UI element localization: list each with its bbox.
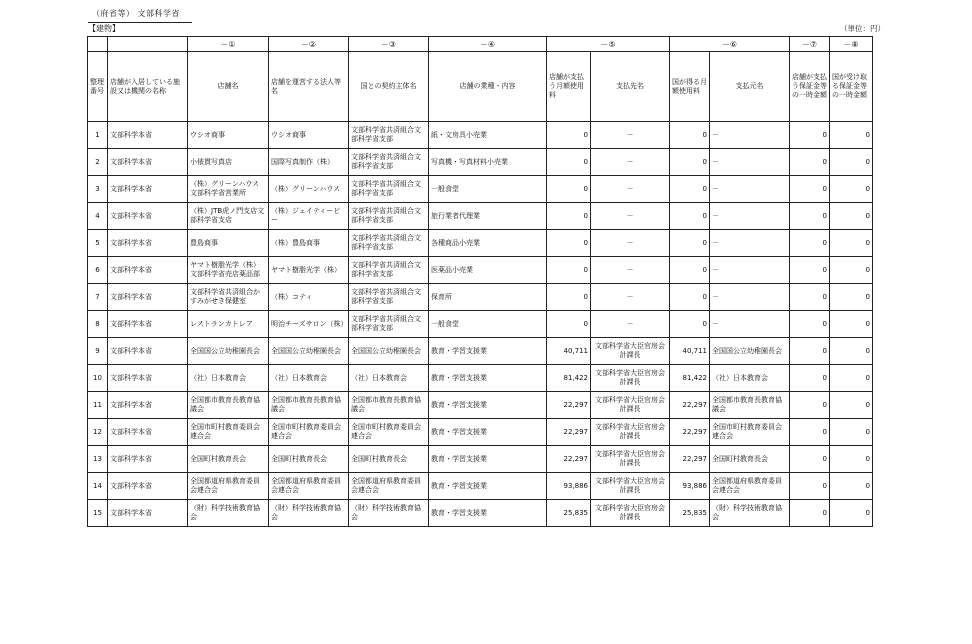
cell-facility: 文部科学本省 [108, 338, 188, 365]
cell-facility: 文部科学本省 [108, 446, 188, 473]
cell-store: （株）グリーンハウス文部科学省営業所 [188, 176, 269, 203]
cell-business: 教育・学習支援業 [429, 392, 547, 419]
column-number: －① [188, 37, 269, 52]
cell-store: 全国市町村教育委員会連合会 [188, 419, 269, 446]
cell-business: 紙・文房具小売業 [429, 122, 547, 149]
cell-payee: 文部科学省大臣官房会計課長 [591, 473, 670, 500]
cell-payer: 全国市町村教育委員会連合会 [710, 419, 790, 446]
cell-store: 全国国公立幼稚園長会 [188, 338, 269, 365]
cell-payer: 全国都市教育長教育協議会 [710, 392, 790, 419]
cell-no: 14 [88, 473, 108, 500]
cell-payee: － [591, 230, 670, 257]
column-header: 店舗名 [188, 52, 269, 122]
cell-no: 11 [88, 392, 108, 419]
cell-store-deposit: 0 [790, 473, 830, 500]
cell-store-deposit: 0 [790, 149, 830, 176]
cell-payer: － [710, 284, 790, 311]
cell-state-deposit: 0 [830, 284, 873, 311]
cell-business: 医薬品小売業 [429, 257, 547, 284]
cell-store: 豊島商事 [188, 230, 269, 257]
cell-payer: － [710, 203, 790, 230]
cell-store: 全国町村教育長会 [188, 446, 269, 473]
table-row [88, 311, 873, 338]
cell-store: （社）日本教育会 [188, 365, 269, 392]
column-header: 国が得る月額使用料 [670, 52, 710, 122]
column-header: 店舗の業種・内容 [429, 52, 547, 122]
cell-contractor: 文部科学省共済組合文部科学省支部 [349, 284, 429, 311]
cell-state-fee: 81,422 [670, 365, 710, 392]
cell-business: 教育・学習支援業 [429, 365, 547, 392]
cell-contractor: 文部科学省共済組合文部科学省支部 [349, 203, 429, 230]
cell-payer: 全国国公立幼稚園長会 [710, 338, 790, 365]
table-row [88, 230, 873, 257]
cell-store-deposit: 0 [790, 230, 830, 257]
cell-store-fee: 0 [547, 311, 591, 338]
column-header: 店舗を運営する法人等名 [269, 52, 349, 122]
column-number-row [88, 37, 873, 52]
cell-payee: － [591, 176, 670, 203]
cell-no: 13 [88, 446, 108, 473]
column-header-row [88, 52, 873, 122]
table-row [88, 338, 873, 365]
cell-store-deposit: 0 [790, 500, 830, 527]
cell-store-deposit: 0 [790, 203, 830, 230]
cell-operator: 全国都市教育長教育協議会 [269, 392, 349, 419]
cell-payee: － [591, 311, 670, 338]
cell-business: 教育・学習支援業 [429, 500, 547, 527]
column-header: 国との契約主体名 [349, 52, 429, 122]
cell-store-deposit: 0 [790, 446, 830, 473]
cell-operator: 全国都道府県教育委員会連合会 [269, 473, 349, 500]
column-header: 整理番号 [88, 52, 108, 122]
cell-state-fee: 0 [670, 284, 710, 311]
cell-business: 旅行業者代理業 [429, 203, 547, 230]
unit-label: （単位：円） [840, 24, 885, 33]
column-header: 国が受け取る保証金等の一時金額 [830, 52, 873, 122]
cell-store-fee: 0 [547, 257, 591, 284]
cell-state-deposit: 0 [830, 419, 873, 446]
cell-store-fee: 40,711 [547, 338, 591, 365]
cell-state-deposit: 0 [830, 338, 873, 365]
column-header: 支払元名 [710, 52, 790, 122]
cell-facility: 文部科学本省 [108, 176, 188, 203]
cell-payee: 文部科学省大臣官房会計課長 [591, 365, 670, 392]
cell-facility: 文部科学本省 [108, 419, 188, 446]
cell-facility: 文部科学本省 [108, 230, 188, 257]
column-number: －④ [429, 37, 547, 52]
cell-store-deposit: 0 [790, 311, 830, 338]
cell-store: （株）JTB虎ノ門支店文部科学省支店 [188, 203, 269, 230]
column-number: －⑥ [670, 37, 790, 52]
cell-store-fee: 0 [547, 230, 591, 257]
cell-no: 2 [88, 149, 108, 176]
cell-state-deposit: 0 [830, 392, 873, 419]
cell-state-deposit: 0 [830, 203, 873, 230]
cell-payee: 文部科学省大臣官房会計課長 [591, 392, 670, 419]
cell-store-deposit: 0 [790, 257, 830, 284]
cell-payee: － [591, 284, 670, 311]
cell-payer: － [710, 230, 790, 257]
cell-store: ヤマト樹脂光学（株）文部科学省売店薬品部 [188, 257, 269, 284]
cell-payer: （財）科学技術教育協会 [710, 500, 790, 527]
cell-business: 保育所 [429, 284, 547, 311]
table-row [88, 392, 873, 419]
cell-state-deposit: 0 [830, 149, 873, 176]
ministry-heading: （府省等） 文部科学省 [92, 9, 181, 18]
cell-contractor: 文部科学省共済組合文部科学省支部 [349, 176, 429, 203]
column-number: －③ [349, 37, 429, 52]
cell-store: ウシオ商事 [188, 122, 269, 149]
cell-store: 全国都市教育長教育協議会 [188, 392, 269, 419]
cell-operator: 全国市町村教育委員会連合会 [269, 419, 349, 446]
cell-state-deposit: 0 [830, 122, 873, 149]
cell-contractor: 文部科学省共済組合文部科学省支部 [349, 257, 429, 284]
cell-business: 教育・学習支援業 [429, 419, 547, 446]
column-number [108, 37, 188, 52]
cell-facility: 文部科学本省 [108, 392, 188, 419]
column-header: 支払先名 [591, 52, 670, 122]
cell-facility: 文部科学本省 [108, 149, 188, 176]
cell-facility: 文部科学本省 [108, 257, 188, 284]
cell-facility: 文部科学本省 [108, 473, 188, 500]
cell-store-deposit: 0 [790, 365, 830, 392]
cell-store-fee: 22,297 [547, 392, 591, 419]
cell-no: 10 [88, 365, 108, 392]
cell-store-fee: 0 [547, 122, 591, 149]
cell-business: 一般食堂 [429, 311, 547, 338]
cell-state-deposit: 0 [830, 473, 873, 500]
column-header: 店舗が入居している施設又は機関の名称 [108, 52, 188, 122]
cell-state-fee: 0 [670, 176, 710, 203]
cell-payee: 文部科学省大臣官房会計課長 [591, 446, 670, 473]
column-number [88, 37, 108, 52]
cell-state-fee: 0 [670, 230, 710, 257]
cell-store: 文部科学省共済組合かすみがせき保健室 [188, 284, 269, 311]
cell-business: 写真機・写真材料小売業 [429, 149, 547, 176]
column-header: 店舗が支払う月額使用料 [547, 52, 591, 122]
column-number: －② [269, 37, 349, 52]
cell-store-deposit: 0 [790, 284, 830, 311]
cell-contractor: （財）科学技術教育協会 [349, 500, 429, 527]
cell-contractor: 全国都市教育長教育協議会 [349, 392, 429, 419]
cell-store: レストランカトレア [188, 311, 269, 338]
cell-state-deposit: 0 [830, 230, 873, 257]
cell-state-fee: 0 [670, 122, 710, 149]
cell-store-deposit: 0 [790, 419, 830, 446]
cell-facility: 文部科学本省 [108, 365, 188, 392]
cell-no: 6 [88, 257, 108, 284]
cell-payee: － [591, 122, 670, 149]
cell-payer: 全国町村教育長会 [710, 446, 790, 473]
cell-facility: 文部科学本省 [108, 284, 188, 311]
cell-store: （財）科学技術教育協会 [188, 500, 269, 527]
cell-no: 12 [88, 419, 108, 446]
table-row [88, 473, 873, 500]
table-row [88, 365, 873, 392]
cell-contractor: 文部科学省共済組合文部科学省支部 [349, 149, 429, 176]
table-row [88, 149, 873, 176]
cell-contractor: （社）日本教育会 [349, 365, 429, 392]
cell-operator: （社）日本教育会 [269, 365, 349, 392]
cell-operator: 明治チーズサロン（株） [269, 311, 349, 338]
cell-payee: 文部科学省大臣官房会計課長 [591, 419, 670, 446]
cell-operator: （財）科学技術教育協会 [269, 500, 349, 527]
cell-operator: ウシオ商事 [269, 122, 349, 149]
cell-store-deposit: 0 [790, 176, 830, 203]
cell-state-fee: 22,297 [670, 392, 710, 419]
cell-contractor: 全国町村教育長会 [349, 446, 429, 473]
cell-state-fee: 0 [670, 149, 710, 176]
cell-state-fee: 22,297 [670, 419, 710, 446]
cell-operator: （株）コティ [269, 284, 349, 311]
cell-store-deposit: 0 [790, 122, 830, 149]
cell-no: 8 [88, 311, 108, 338]
category-label: 【建物】 [88, 24, 120, 33]
cell-store-deposit: 0 [790, 392, 830, 419]
cell-business: 教育・学習支援業 [429, 446, 547, 473]
cell-payer: （社）日本教育会 [710, 365, 790, 392]
cell-payee: 文部科学省大臣官房会計課長 [591, 500, 670, 527]
table-row [88, 257, 873, 284]
cell-store-fee: 81,422 [547, 365, 591, 392]
column-number: －⑧ [830, 37, 873, 52]
cell-payer: － [710, 176, 790, 203]
cell-state-fee: 93,886 [670, 473, 710, 500]
cell-operator: 全国町村教育長会 [269, 446, 349, 473]
cell-store-fee: 22,297 [547, 419, 591, 446]
table-row [88, 122, 873, 149]
cell-state-fee: 25,835 [670, 500, 710, 527]
cell-store-fee: 0 [547, 149, 591, 176]
cell-facility: 文部科学本省 [108, 500, 188, 527]
cell-no: 4 [88, 203, 108, 230]
cell-payee: － [591, 149, 670, 176]
cell-state-fee: 0 [670, 257, 710, 284]
column-header: 店舗が支払う保証金等の一時金額 [790, 52, 830, 122]
cell-state-fee: 40,711 [670, 338, 710, 365]
cell-contractor: 全国国公立幼稚園長会 [349, 338, 429, 365]
cell-payee: － [591, 203, 670, 230]
store-usage-table [87, 36, 873, 527]
cell-state-deposit: 0 [830, 176, 873, 203]
cell-state-deposit: 0 [830, 311, 873, 338]
cell-contractor: 全国都道府県教育委員会連合会 [349, 473, 429, 500]
cell-no: 5 [88, 230, 108, 257]
cell-contractor: 文部科学省共済組合文部科学省支部 [349, 311, 429, 338]
cell-operator: （株）豊島商事 [269, 230, 349, 257]
cell-payer: － [710, 311, 790, 338]
cell-facility: 文部科学本省 [108, 122, 188, 149]
cell-payee: － [591, 257, 670, 284]
cell-no: 3 [88, 176, 108, 203]
cell-payer: － [710, 149, 790, 176]
cell-store-fee: 0 [547, 203, 591, 230]
table-row [88, 203, 873, 230]
cell-store: 全国都道府県教育委員会連合会 [188, 473, 269, 500]
table-row [88, 419, 873, 446]
cell-business: 教育・学習支援業 [429, 338, 547, 365]
cell-contractor: 全国市町村教育委員会連合会 [349, 419, 429, 446]
cell-store-deposit: 0 [790, 338, 830, 365]
cell-state-deposit: 0 [830, 365, 873, 392]
table-row [88, 284, 873, 311]
cell-facility: 文部科学本省 [108, 203, 188, 230]
table-row [88, 500, 873, 527]
cell-operator: 全国国公立幼稚園長会 [269, 338, 349, 365]
cell-operator: （株）ジェイティービー [269, 203, 349, 230]
cell-no: 15 [88, 500, 108, 527]
column-number: －⑦ [790, 37, 830, 52]
cell-state-deposit: 0 [830, 257, 873, 284]
cell-payer: － [710, 122, 790, 149]
cell-business: 各種商品小売業 [429, 230, 547, 257]
cell-business: 一般食堂 [429, 176, 547, 203]
cell-facility: 文部科学本省 [108, 311, 188, 338]
cell-payer: 全国都道府県教育委員会連合会 [710, 473, 790, 500]
cell-contractor: 文部科学省共済組合文部科学省支部 [349, 230, 429, 257]
cell-state-deposit: 0 [830, 500, 873, 527]
cell-no: 7 [88, 284, 108, 311]
cell-store-fee: 0 [547, 176, 591, 203]
cell-state-fee: 22,297 [670, 446, 710, 473]
cell-contractor: 文部科学省共済組合文部科学省支部 [349, 122, 429, 149]
cell-store: 小俵貫写真店 [188, 149, 269, 176]
cell-store-fee: 0 [547, 284, 591, 311]
cell-operator: ヤマト樹脂光学（株） [269, 257, 349, 284]
table-body [88, 122, 873, 527]
cell-payer: － [710, 257, 790, 284]
column-number: －⑤ [547, 37, 670, 52]
cell-state-deposit: 0 [830, 446, 873, 473]
cell-store-fee: 93,886 [547, 473, 591, 500]
cell-store-fee: 22,297 [547, 446, 591, 473]
cell-no: 9 [88, 338, 108, 365]
cell-no: 1 [88, 122, 108, 149]
cell-store-fee: 25,835 [547, 500, 591, 527]
cell-payee: 文部科学省大臣官房会計課長 [591, 338, 670, 365]
table-row [88, 176, 873, 203]
cell-operator: （株）グリーンハウス [269, 176, 349, 203]
cell-business: 教育・学習支援業 [429, 473, 547, 500]
cell-operator: 国際写真制作（株） [269, 149, 349, 176]
cell-state-fee: 0 [670, 203, 710, 230]
cell-state-fee: 0 [670, 311, 710, 338]
table-row [88, 446, 873, 473]
